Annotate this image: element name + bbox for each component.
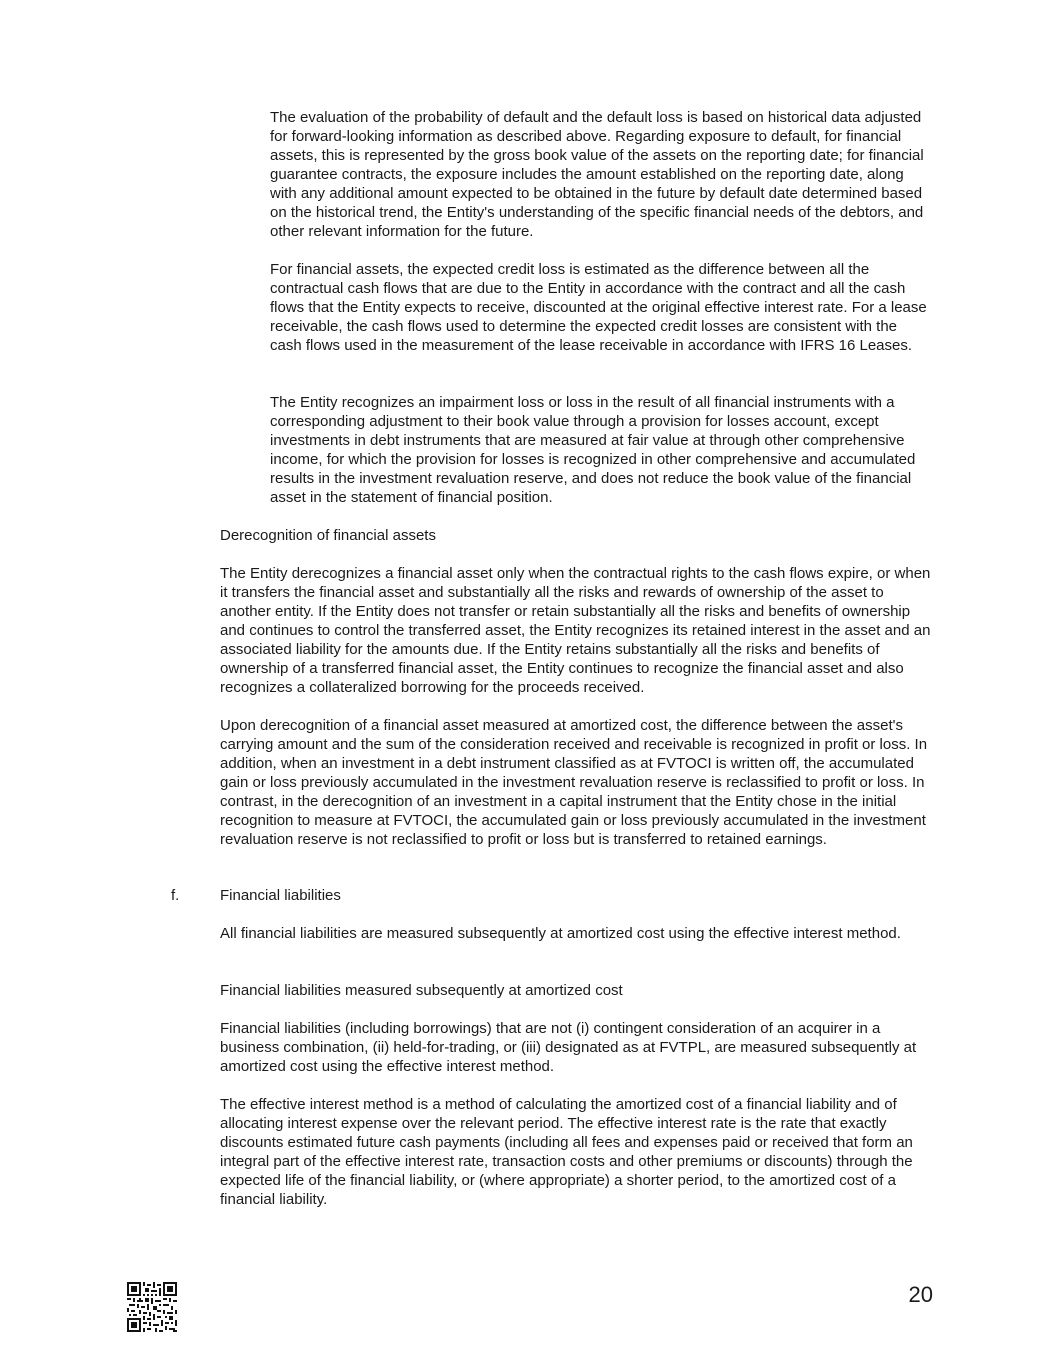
paragraph-default-evaluation: The evaluation of the probability of default and the default loss is based on historical data adjusted for forward-looking information as described above. Regarding exposure to default, for financial assets, this is represented by the gross book value of the assets on the reporting date; for financial guarantee contracts, the exposure includes the amount established on the reporting date, along with any additional amount expected to be obtained in the future by default date determined based on the historical trend, the Entity's understanding of the specific financial needs of the debtors, and other relevant information for the future. xyxy=(270,109,924,240)
heading-liabilities-amortized: Financial liabilities measured subsequently at amortized cost xyxy=(220,982,623,999)
paragraph-expected-credit-loss: For financial assets, the expected credit loss is estimated as the difference between all the contractual cash flows that are due to the Entity in accordance with the contract and all the cash flows that the Entity expects to receive, discounted at the original effective interest rate. For a lease receivable, the cash flows used to determine the expected credit losses are consistent with the cash flows used in the measurement of the lease receivable in accordance with IFRS 16 Leases. xyxy=(270,261,927,354)
paragraph-liabilities-borrowings: Financial liabilities (including borrowings) that are not (i) contingent consideration of an acquirer in a business combination, (ii) held-for-trading, or (iii) designated as at FVTPL, are measured subsequently at amortized cost using the effective interest method. xyxy=(220,1020,917,1075)
paragraph-liabilities-measured: All financial liabilities are measured subsequently at amortized cost using the effective interest method. xyxy=(220,925,901,942)
page-number: 20 xyxy=(908,1282,933,1307)
section-letter: f. xyxy=(171,887,180,904)
paragraph-impairment-loss: The Entity recognizes an impairment loss or loss in the result of all financial instruments with a corresponding adjustment to their book value through a provision for losses account, except investments in debt instruments that are measured at fair value at through other comprehensive income, for which the provision for losses is recognized in other comprehensive and accumulated results in the investment revaluation reserve, and does not reduce the book value of the financial asset in the statement of financial position. xyxy=(270,394,916,506)
paragraph-derecognition-rules: The Entity derecognizes a financial asset only when the contractual rights to the cash flows expire, or when it transfers the financial asset and substantially all the risks and rewards of ownership of the asset to another entity. If the Entity does not transfer or retain substantially all the risks and benefits of ownership and continues to control the transferred asset, the Entity recognizes its retained interest in the asset and an associated liability for the amounts due. If the Entity retains substantially all the risks and benefits of ownership of a transferred financial asset, the Entity continues to recognize the financial asset and also recognizes a collateralized borrowing for the proceeds received. xyxy=(220,565,931,696)
heading-derecognition: Derecognition of financial assets xyxy=(220,527,436,544)
paragraph-derecognition-amortized: Upon derecognition of a financial asset measured at amortized cost, the difference between the asset's carrying amount and the sum of the consideration received and receivable is recognized in profit or loss. In addition, when an investment in a debt instrument classified as at FVTOCI is written off, the accumulated gain or loss previously accumulated in the investment revaluation reserve is reclassified to profit or loss. In contrast, in the derecognition of an investment in a capital instrument that the Entity chose in the initial recognition to measure at FVTOCI, the accumulated gain or loss previously accumulated in the investment revaluation reserve is not reclassified to profit or loss but is transferred to retained earnings. xyxy=(220,717,928,848)
qr-code-icon xyxy=(127,1282,177,1332)
paragraph-effective-interest: The effective interest method is a method of calculating the amortized cost of a financial liability and of allocating interest expense over the relevant period. The effective interest rate is the rate that exactly discounts estimated future cash payments (including all fees and expenses paid or received that form an integral part of the effective interest rate, transaction costs and other premiums or discounts) through the expected life of the financial liability, or (where appropriate) a shorter period, to the amortized cost of a financial liability. xyxy=(220,1096,913,1208)
heading-financial-liabilities: Financial liabilities xyxy=(220,887,341,904)
